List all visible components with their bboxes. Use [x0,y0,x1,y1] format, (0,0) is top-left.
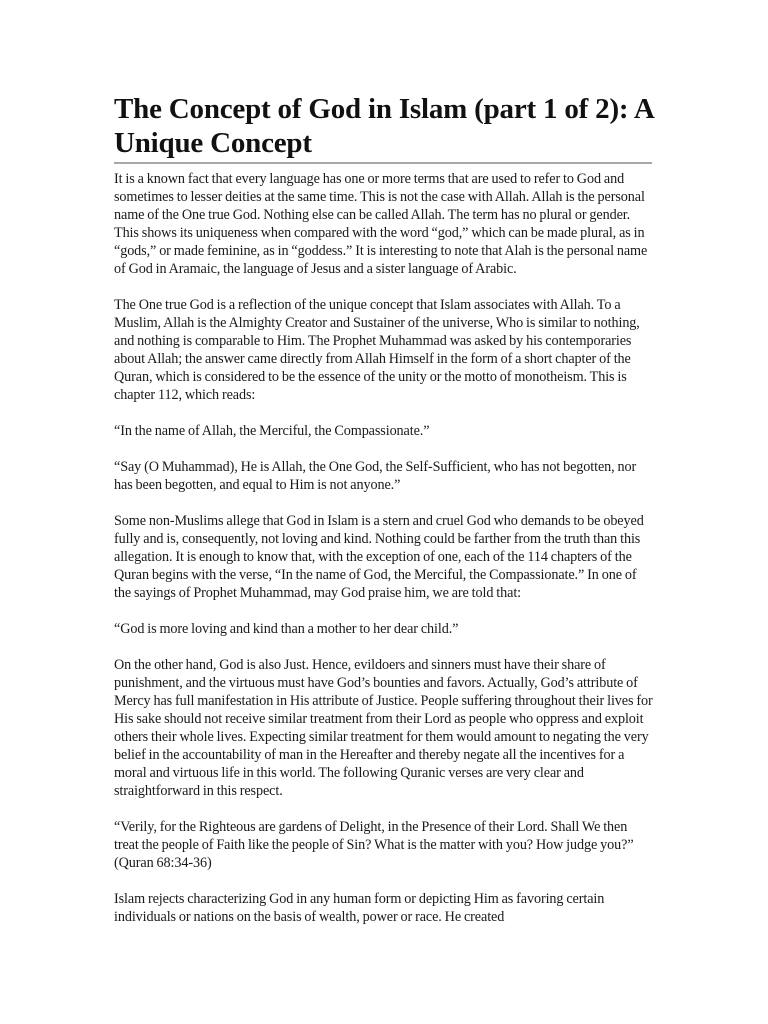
quote-basmala: “In the name of Allah, the Merciful, the Compassionate.” [114,423,430,439]
paragraph-one-true-god: The One true God is a reflection of the unique concept that Islam associates with Allah. To a Muslim, Allah is the Almighty Creator and Sustainer of the universe, Who is similar to nothing, and nothing is comparable to Him. The Prophet Muhammad was asked by his contemporaries about Allah; the answer came directly from Allah Himself in the form of a short chapter of the Quran, which is considered to be the essence of the unity or the motto of monotheism. This is chapter 112, which reads: [114,297,640,403]
document-title: The Concept of God in Islam (part 1 of 2): A Unique Concept [114,93,653,159]
quote-quran-68: “Verily, for the Righteous are gardens of Delight, in the Presence of their Lord. Shall We then treat the people of Faith like the people of Sin? What is the matter with you? How judge you?” (Quran 68:34-36) [114,819,634,871]
paragraph-human-form: Islam rejects characterizing God in any human form or depicting Him as favoring certain individuals or nations on the basis of wealth, power or race. He created [114,891,605,925]
document-page [114,92,654,944]
paragraph-intro: It is a known fact that every language has one or more terms that are used to refer to God and sometimes to lesser deities at the same time. This is not the case with Allah. Allah is the personal name of the One true God. Nothing else can be called Allah. The term has no plural or gender. This shows its uniqueness when compared with the word “god,” which can be made plural, as in “gods,” or made feminine, as in “goddess.” It is interesting to note that Alah is the personal name of God in Aramaic, the language of Jesus and a sister language of Arabic. [114,171,648,277]
quote-loving-mother: “God is more loving and kind than a mother to her dear child.” [114,621,459,637]
quote-chapter-112: “Say (O Muhammad), He is Allah, the One God, the Self-Sufficient, who has not begotten, nor has been begotten, and equal to Him is not anyone.” [114,459,637,493]
paragraph-justice: On the other hand, God is also Just. Hence, evildoers and sinners must have their share of punishment, and the virtuous must have God’s bounties and favors. Actually, God’s attribute of Mercy has full manifestation in His attribute of Justice. People suffering throughout their lives for His sake should not receive similar treatment from their Lord as people who oppress and exploit others their whole lives. Expecting similar treatment for them would amount to negating the very belief in the accountability of man in the Hereafter and thereby negate all the incentives for a moral and virtuous life in this world. The following Quranic verses are very clear and straightforward in this respect. [114,657,653,799]
title-divider [114,162,652,164]
paragraph-allegation: Some non-Muslims allege that God in Islam is a stern and cruel God who demands to be obeyed fully and is, consequently, not loving and kind. Nothing could be farther from the truth than this allegation. It is enough to know that, with the exception of one, each of the 114 chapters of the Quran begins with the verse, “In the name of God, the Merciful, the Compassionate.” In one of the sayings of Prophet Muhammad, may God praise him, we are told that: [114,513,644,601]
